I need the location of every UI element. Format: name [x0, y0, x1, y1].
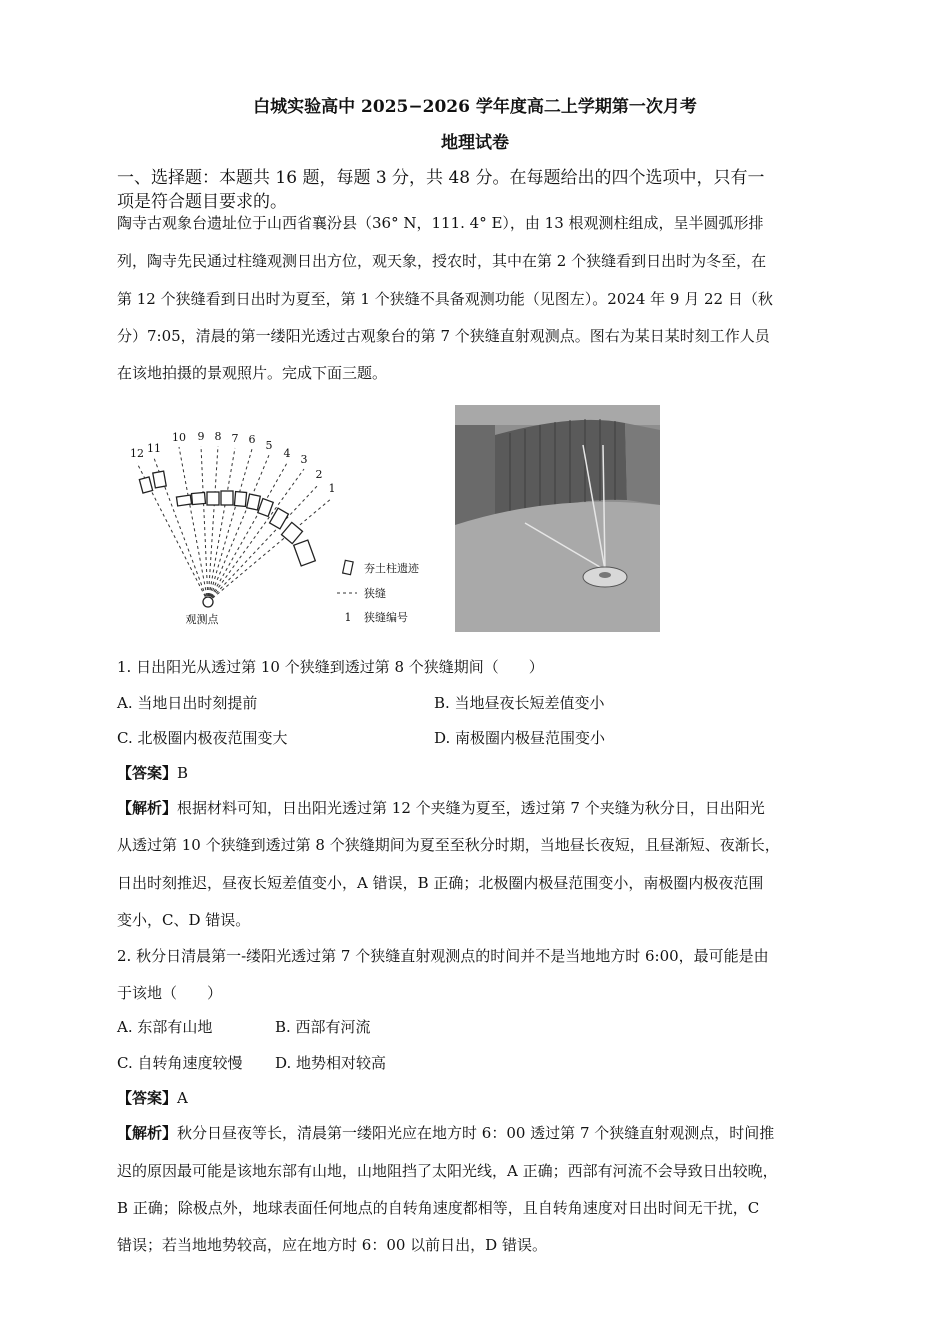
- question-1-stem: 1. 日出阳光从透过第 10 个狭缝到透过第 8 个狭缝期间（ ）: [117, 658, 544, 676]
- observatory-diagram: [117, 425, 447, 635]
- question-2-stem-line: 于该地（ ）: [117, 984, 223, 1002]
- legend-slit-label: 狭缝: [364, 587, 386, 600]
- pillar-remain: [192, 492, 206, 504]
- analysis-label: 【解析】: [117, 799, 178, 817]
- slit-line: [208, 463, 287, 602]
- slot-number-label: 10: [172, 431, 186, 444]
- pillar-remain: [258, 499, 273, 517]
- legend-number-symbol: 1: [344, 611, 352, 624]
- slot-number-label: 1: [328, 482, 336, 495]
- material-line: 列，陶寺先民通过柱缝观测日出方位，观天象，授农时，其中在第 2 个狭缝看到日出时为冬至，在: [117, 252, 767, 270]
- material-line: 陶寺古观象台遗址位于山西省襄汾县（36° N，111. 4° E），由 13 根观测柱组成，呈半圆弧形排: [117, 214, 764, 232]
- legend-pillar-symbol: [343, 560, 354, 574]
- question-2-stem-line: 2. 秋分日清晨第一-缕阳光透过第 7 个狭缝直射观测点的时间并不是当地地方时 6:00，最可能是由: [117, 947, 769, 965]
- question-1-option-a[interactable]: A. 当地日出时刻提前: [117, 694, 258, 712]
- section-instruction-line2: 项是符合题目要求的。: [117, 192, 287, 212]
- question-2-option-d[interactable]: D. 地势相对较高: [275, 1054, 387, 1072]
- legend-pillar-label: 夯土柱遗迹: [364, 562, 419, 575]
- slit-line: [208, 498, 332, 602]
- exam-title: 白城实验高中 2025−2026 学年度高二上学期第一次月考: [253, 97, 697, 117]
- legend-number-label: 狭缝编号: [364, 611, 408, 624]
- question-2-answer: [117, 1087, 188, 1108]
- observation-point-label: 观测点: [185, 613, 219, 626]
- question-2-option-b[interactable]: B. 西部有河流: [275, 1018, 371, 1036]
- slot-number-label: 5: [265, 439, 273, 452]
- question-1-option-b[interactable]: B. 当地昼夜长短差值变小: [434, 694, 605, 712]
- question-1-option-d[interactable]: D. 南极圈内极昼范围变小: [434, 729, 606, 747]
- question-2-analysis-line: [117, 1122, 774, 1143]
- question-1-option-c[interactable]: C. 北极圈内极夜范围变大: [117, 729, 288, 747]
- slot-number-label: 4: [283, 447, 291, 460]
- observation-point-marker: [203, 597, 213, 607]
- analysis-text: 根据材料可知，日出阳光透过第 12 个夹缝为夏至，透过第 7 个夹缝为秋分日，日出阳光: [177, 799, 765, 817]
- slot-number-label: 7: [231, 432, 239, 445]
- material-line: 分）7:05，清晨的第一缕阳光透过古观象台的第 7 个狭缝直射观测点。图右为某日某时刻工作人员: [117, 327, 770, 345]
- slit-line: [179, 447, 208, 602]
- site-photo: [455, 405, 660, 632]
- slot-number-label: 2: [315, 468, 323, 481]
- answer-value: B: [177, 764, 189, 782]
- question-1-analysis-line: 变小，C、D 错误。: [117, 911, 251, 929]
- pillar-remain: [139, 477, 152, 493]
- pillar-remain: [270, 508, 289, 529]
- slit-line: [208, 446, 218, 602]
- pillar-remain: [207, 492, 219, 505]
- question-1-analysis-line: 日出时刻推迟，昼夜长短差值变小，A 错误，B 正确；北极圈内极昼范围变小，南极圈内极夜范围: [117, 874, 764, 892]
- question-1-analysis-line: 从透过第 10 个狭缝到透过第 8 个狭缝期间为夏至至秋分时期，当地昼长夜短，且昼渐短、夜渐长，: [117, 836, 780, 854]
- answer-label: 【答案】: [117, 764, 178, 782]
- exam-subtitle: 地理试卷: [441, 133, 509, 153]
- pillar-remain: [294, 540, 316, 566]
- analysis-label: 【解析】: [117, 1124, 178, 1142]
- slot-number-label: 9: [197, 430, 205, 443]
- slit-line: [201, 446, 208, 602]
- material-line: 在该地拍摄的景观照片。完成下面三题。: [117, 364, 388, 382]
- question-2-analysis-line: 迟的原因最可能是该地东部有山地，山地阻挡了太阳光线，A 正确；西部有河流不会导致日出较晚，: [117, 1162, 778, 1180]
- question-2-analysis-line: 错误；若当地地势较高，应在地方时 6：00 以前日出，D 错误。: [117, 1236, 547, 1254]
- slot-number-label: 12: [130, 447, 144, 460]
- pillar-remain: [221, 491, 233, 505]
- pillar-remain: [281, 522, 302, 543]
- slot-number-label: 11: [147, 442, 161, 455]
- pillar-remain: [153, 471, 166, 488]
- question-1-answer: [117, 762, 188, 783]
- slot-number-label: 8: [214, 430, 222, 443]
- slot-number-label: 3: [300, 453, 308, 466]
- pillar-remain: [234, 492, 246, 507]
- slot-number-label: 6: [248, 433, 256, 446]
- question-2-option-a[interactable]: A. 东部有山地: [117, 1018, 213, 1036]
- material-line: 第 12 个狭缝看到日出时为夏至，第 1 个狭缝不具备观测功能（见图左）。2024 年 9 月 22 日（秋: [117, 290, 773, 308]
- question-2-option-c[interactable]: C. 自转角速度较慢: [117, 1054, 243, 1072]
- question-1-analysis-line: [117, 797, 765, 818]
- answer-label: 【答案】: [117, 1089, 178, 1107]
- slit-line: [208, 455, 269, 602]
- pillar-remain: [247, 494, 261, 510]
- pillar-remain: [176, 495, 191, 506]
- section-instruction-line1: 一、选择题：本题共 16 题，每题 3 分，共 48 分。在每题给出的四个选项中，只有一: [117, 168, 765, 188]
- answer-value: A: [177, 1089, 188, 1107]
- analysis-text: 秋分日昼夜等长，清晨第一缕阳光应在地方时 6：00 透过第 7 个狭缝直射观测点，时间推: [177, 1124, 775, 1142]
- question-2-analysis-line: B 正确；除极点外，地球表面任何地点的自转角速度都相等，且自转角速度对日出时间无干扰，C: [117, 1199, 760, 1217]
